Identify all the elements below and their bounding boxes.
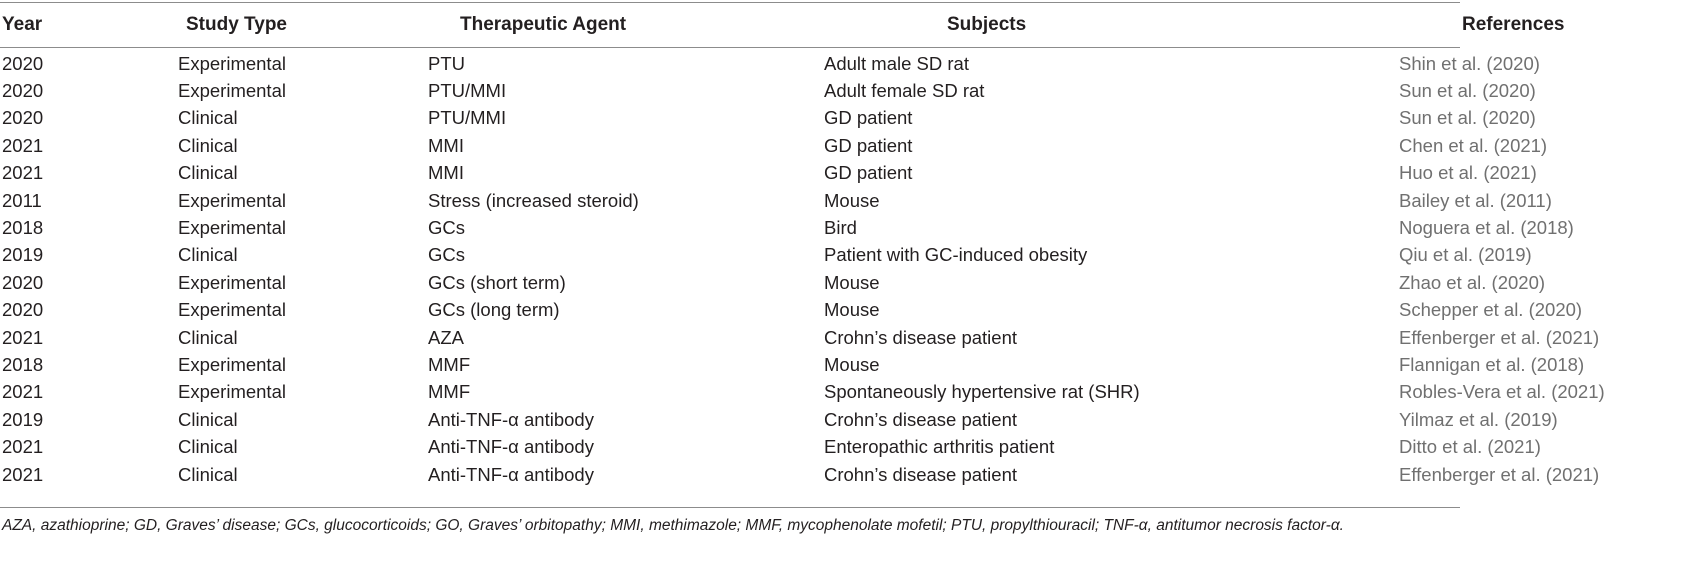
cell-subjects: Spontaneously hypertensive rat (SHR) — [824, 381, 1140, 403]
table-row — [0, 132, 1688, 159]
cell-subjects: Crohn’s disease patient — [824, 463, 1018, 485]
cell-subjects: Enteropathic arthritis patient — [824, 436, 1055, 458]
cell-year: 2018 — [2, 217, 44, 239]
cell-year: 2021 — [2, 381, 44, 403]
cell-reference: Ditto et al. (2021) — [1399, 436, 1541, 458]
cell-subjects: Mouse — [824, 353, 880, 375]
cell-therapeutic-agent: GCs — [428, 244, 465, 266]
cell-study-type: Clinical — [178, 463, 238, 485]
cell-therapeutic-agent: PTU/MMI — [428, 107, 507, 129]
cell-therapeutic-agent: Stress (increased steroid) — [428, 189, 639, 211]
cell-study-type: Experimental — [178, 80, 286, 102]
cell-reference: Robles-Vera et al. (2021) — [1399, 381, 1605, 403]
table-row — [0, 269, 1688, 296]
header-study-type: Study Type — [186, 14, 287, 35]
header-year: Year — [2, 14, 43, 35]
cell-subjects: Crohn’s disease patient — [824, 326, 1018, 348]
cell-year: 2019 — [2, 408, 44, 430]
cell-reference: Noguera et al. (2018) — [1399, 217, 1574, 239]
cell-therapeutic-agent: MMI — [428, 134, 464, 156]
cell-subjects: Adult male SD rat — [824, 52, 969, 74]
cell-study-type: Experimental — [178, 271, 286, 293]
cell-study-type: Experimental — [178, 299, 286, 321]
cell-year: 2021 — [2, 436, 44, 458]
header-therapeutic-agent: Therapeutic Agent — [460, 14, 627, 35]
cell-subjects: Patient with GC-induced obesity — [824, 244, 1088, 266]
cell-subjects: Crohn’s disease patient — [824, 408, 1018, 430]
table-row — [0, 187, 1688, 214]
cell-therapeutic-agent: PTU/MMI — [428, 80, 507, 102]
cell-reference: Effenberger et al. (2021) — [1399, 326, 1600, 348]
cell-subjects: GD patient — [824, 134, 913, 156]
cell-therapeutic-agent: GCs — [428, 217, 465, 239]
table-header — [0, 3, 1688, 47]
table-row — [0, 214, 1688, 241]
header-row — [0, 3, 1688, 47]
table-row — [0, 297, 1688, 324]
cell-year: 2020 — [2, 271, 44, 293]
cell-reference: Flannigan et al. (2018) — [1399, 353, 1585, 375]
cell-year: 2020 — [2, 107, 44, 129]
cell-reference: Bailey et al. (2011) — [1399, 189, 1552, 211]
cell-subjects: Bird — [824, 217, 857, 239]
cell-therapeutic-agent: Anti-TNF-α antibody — [428, 463, 594, 485]
cell-reference: Yilmaz et al. (2019) — [1399, 408, 1558, 430]
cell-study-type: Experimental — [178, 381, 286, 403]
cell-year: 2018 — [2, 353, 44, 375]
cell-subjects: GD patient — [824, 162, 913, 184]
table-bottom-rule — [0, 507, 1460, 508]
cell-study-type: Clinical — [178, 408, 238, 430]
cell-year: 2011 — [2, 189, 42, 211]
cell-study-type: Clinical — [178, 436, 238, 458]
cell-reference: Chen et al. (2021) — [1399, 134, 1548, 156]
cell-subjects: Mouse — [824, 189, 880, 211]
cell-therapeutic-agent: MMF — [428, 353, 471, 375]
cell-reference: Huo et al. (2021) — [1399, 162, 1537, 184]
table-footnote: AZA, azathioprine; GD, Graves’ disease; GCs, glucocorticoids; GO, Graves’ orbitopathy; MMI, methimazole; MMF, mycophenolate mofetil; PTU, propylthiouracil; TNF-α, antitumor necrosis factor-α. — [2, 517, 1344, 534]
cell-year: 2020 — [2, 52, 44, 74]
cell-study-type: Clinical — [178, 107, 238, 129]
header-subjects: Subjects — [947, 14, 1027, 35]
cell-reference: Effenberger et al. (2021) — [1399, 463, 1600, 485]
cell-study-type: Experimental — [178, 52, 286, 74]
table-row — [0, 461, 1688, 488]
cell-study-type: Experimental — [178, 189, 286, 211]
cell-year: 2020 — [2, 80, 44, 102]
cell-reference: Sun et al. (2020) — [1399, 107, 1536, 129]
cell-reference: Schepper et al. (2020) — [1399, 299, 1583, 321]
cell-reference: Shin et al. (2020) — [1399, 52, 1540, 74]
cell-subjects: Mouse — [824, 271, 880, 293]
table-row — [0, 379, 1688, 406]
cell-reference: Sun et al. (2020) — [1399, 80, 1536, 102]
cell-therapeutic-agent: AZA — [428, 326, 464, 348]
cell-reference: Zhao et al. (2020) — [1399, 271, 1546, 293]
cell-study-type: Clinical — [178, 162, 238, 184]
cell-therapeutic-agent: MMF — [428, 381, 471, 403]
cell-year: 2019 — [2, 244, 44, 266]
cell-therapeutic-agent: GCs (long term) — [428, 299, 560, 321]
cell-reference: Qiu et al. (2019) — [1399, 244, 1532, 266]
table-row — [0, 351, 1688, 378]
table-row — [0, 47, 1688, 77]
cell-study-type: Experimental — [178, 217, 286, 239]
cell-study-type: Clinical — [178, 134, 238, 156]
cell-study-type: Clinical — [178, 244, 238, 266]
header-references: References — [1462, 14, 1565, 35]
cell-therapeutic-agent: GCs (short term) — [428, 271, 566, 293]
table-row — [0, 77, 1688, 104]
table-row — [0, 242, 1688, 269]
cell-subjects: GD patient — [824, 107, 913, 129]
cell-year: 2021 — [2, 134, 44, 156]
cell-year: 2021 — [2, 463, 44, 485]
cell-study-type: Clinical — [178, 326, 238, 348]
cell-study-type: Experimental — [178, 353, 286, 375]
cell-therapeutic-agent: PTU — [428, 52, 465, 74]
table-row — [0, 406, 1688, 433]
data-table — [0, 3, 1688, 488]
table-body — [0, 47, 1688, 488]
table-row — [0, 160, 1688, 187]
table-row — [0, 433, 1688, 460]
table-row — [0, 105, 1688, 132]
cell-year: 2021 — [2, 326, 44, 348]
cell-year: 2020 — [2, 299, 44, 321]
table-row — [0, 324, 1688, 351]
cell-subjects: Mouse — [824, 299, 880, 321]
cell-year: 2021 — [2, 162, 44, 184]
cell-subjects: Adult female SD rat — [824, 80, 985, 102]
cell-therapeutic-agent: Anti-TNF-α antibody — [428, 436, 594, 458]
cell-therapeutic-agent: MMI — [428, 162, 464, 184]
cell-therapeutic-agent: Anti-TNF-α antibody — [428, 408, 594, 430]
